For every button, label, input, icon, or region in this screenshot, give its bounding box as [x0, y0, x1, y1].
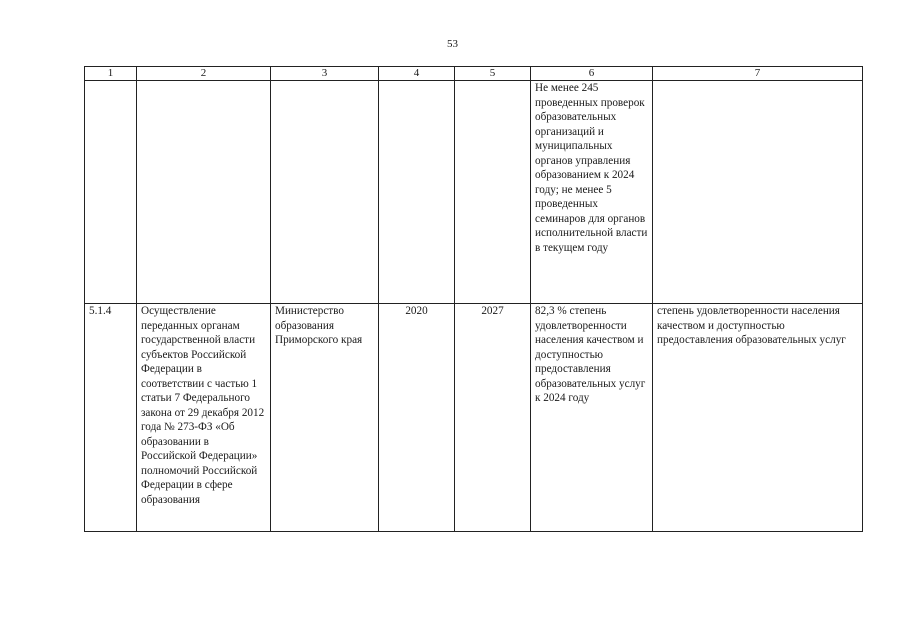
column-number-1: 1 — [85, 67, 137, 81]
table-row — [85, 81, 863, 304]
cell-executor — [271, 81, 379, 304]
column-number-5: 5 — [455, 67, 531, 81]
cell-start-year: 2020 — [379, 304, 455, 532]
cell-index — [85, 81, 137, 304]
cell-expected-result: 82,3 % степень удовлетворенности населения качеством и доступностью предоставления образовательных услуг к 2024 году — [531, 304, 653, 532]
column-number-3: 3 — [271, 67, 379, 81]
cell-activity: Осуществление переданных органам государственной власти субъектов Российской Федерации в соответствии с частью 1 статьи 7 Федерального закона от 29 декабря 2012 года № 273-ФЗ «Об образовании в Российской Федерации» полномочий Российской Федерации в сфере образования — [137, 304, 271, 532]
column-number-row — [85, 67, 863, 81]
table-row — [85, 304, 863, 532]
cell-indicator — [653, 81, 863, 304]
column-number-6: 6 — [531, 67, 653, 81]
page-number: 53 — [447, 38, 458, 50]
column-number-4: 4 — [379, 67, 455, 81]
cell-index: 5.1.4 — [85, 304, 137, 532]
cell-indicator: степень удовлетворенности населения качеством и доступностью предоставления образовательных услуг — [653, 304, 863, 532]
column-number-7: 7 — [653, 67, 863, 81]
cell-end-year — [455, 81, 531, 304]
cell-end-year: 2027 — [455, 304, 531, 532]
cell-start-year — [379, 81, 455, 304]
cell-expected-result: Не менее 245 проведенных проверок образовательных организаций и муниципальных органов управления образованием к 2024 году; не менее 5 проведенных семинаров для органов исполнительной власти в текущем году — [531, 81, 653, 304]
cell-executor: Министерство образования Приморского края — [271, 304, 379, 532]
program-table — [84, 66, 863, 532]
column-number-2: 2 — [137, 67, 271, 81]
cell-activity — [137, 81, 271, 304]
